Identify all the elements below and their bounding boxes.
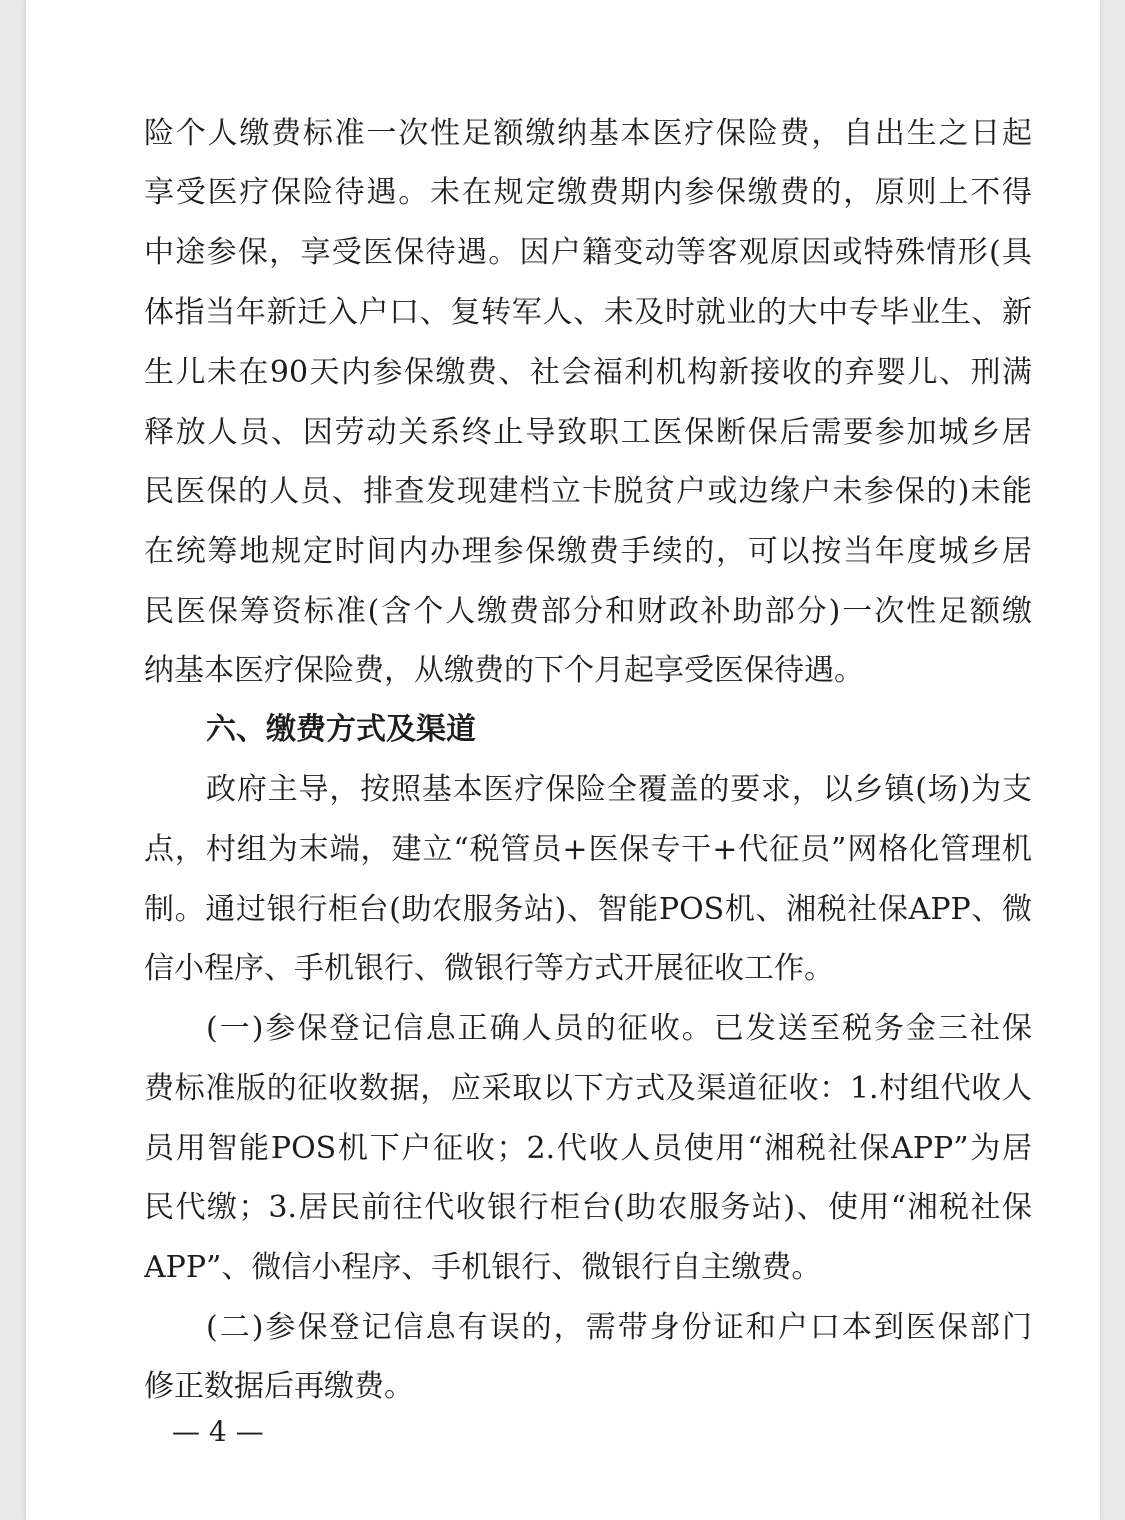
text-line: 费标准版的征收数据，应采取以下方式及渠道征收：1.村组代收人: [144, 1071, 1032, 1106]
text-line: 修正数据后再缴费。: [144, 1369, 414, 1404]
text-line: 生儿未在90天内参保缴费、社会福利机构新接收的弃婴儿、刑满: [144, 355, 1032, 390]
text-line: APP”、微信小程序、手机银行、微银行自主缴费。: [144, 1250, 822, 1285]
text-line: (二)参保登记信息有误的，需带身份证和户口本到医保部门: [206, 1310, 1032, 1345]
text-line: 享受医疗保险待遇。未在规定缴费期内参保缴费的，原则上不得: [144, 175, 1032, 210]
text-line: 民医保筹资标准(含个人缴费部分和财政补助部分)一次性足额缴: [144, 594, 1032, 629]
text-line: 纳基本医疗保险费，从缴费的下个月起享受医保待遇。: [144, 653, 864, 688]
document-page: [26, 0, 1100, 1520]
text-line: 中途参保，享受医保待遇。因户籍变动等客观原因或特殊情形(具: [144, 235, 1032, 270]
text-line: 民代缴；3.居民前往代收银行柜台(助农服务站)、使用“湘税社保: [144, 1190, 1032, 1225]
text-line: 民医保的人员、排查发现建档立卡脱贫户或边缘户未参保的)未能: [144, 474, 1032, 509]
text-line: 在统筹地规定时间内办理参保缴费手续的，可以按当年度城乡居: [144, 534, 1032, 569]
text-line: (一)参保登记信息正确人员的征收。已发送至税务金三社保: [206, 1011, 1032, 1046]
text-line: 员用智能POS机下户征收；2.代收人员使用“湘税社保APP”为居: [144, 1131, 1032, 1166]
page-number: — 4 —: [172, 1415, 264, 1448]
text-line: 政府主导，按照基本医疗保险全覆盖的要求，以乡镇(场)为支: [206, 772, 1032, 807]
text-line: 险个人缴费标准一次性足额缴纳基本医疗保险费，自出生之日起: [144, 116, 1032, 151]
text-line: 点，村组为末端，建立“税管员+医保专干+代征员”网格化管理机: [144, 832, 1032, 867]
text-line: 释放人员、因劳动关系终止导致职工医保断保后需要参加城乡居: [144, 415, 1032, 450]
text-line: 信小程序、手机银行、微银行等方式开展征收工作。: [144, 951, 834, 986]
section-heading: 六、缴费方式及渠道: [206, 712, 476, 747]
text-line: 体指当年新迁入户口、复转军人、未及时就业的大中专毕业生、新: [144, 295, 1032, 330]
text-line: 制。通过银行柜台(助农服务站)、智能POS机、湘税社保APP、微: [144, 892, 1032, 927]
